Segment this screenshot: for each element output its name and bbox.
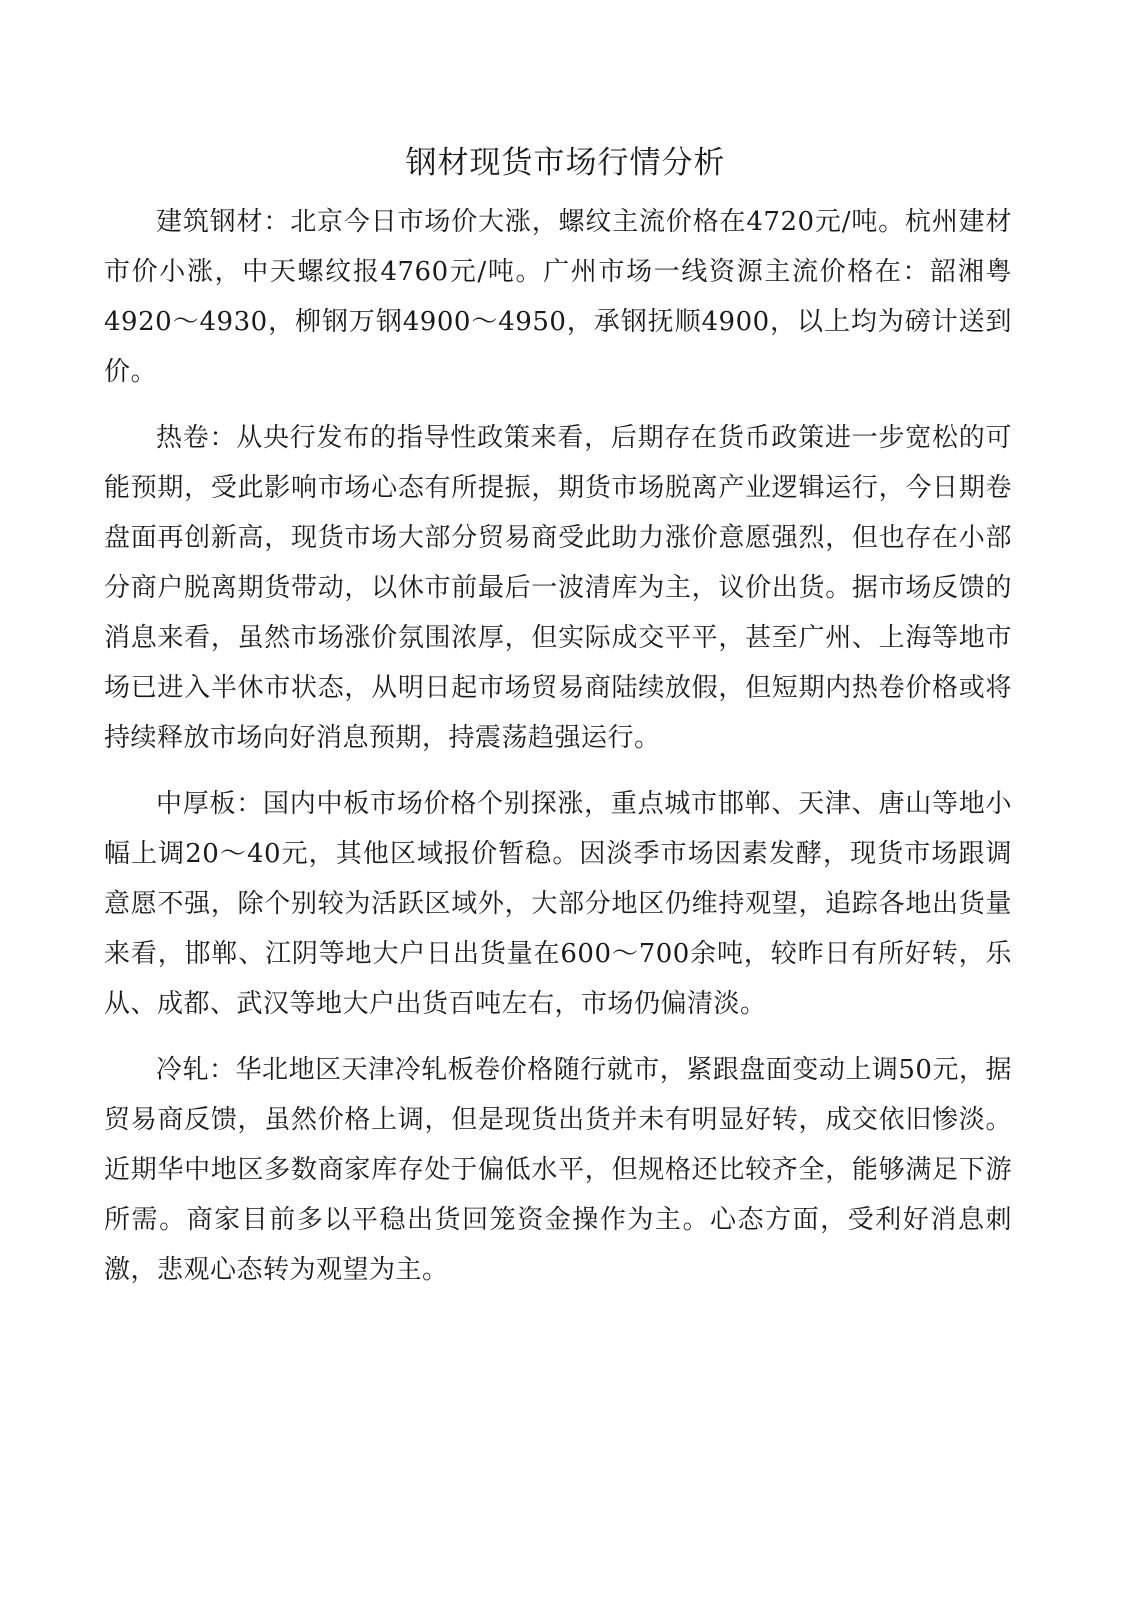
paragraph-text: 从央行发布的指导性政策来看，后期存在货币政策进一步宽松的可能预期，受此影响市场心态有所提振，期货市场脱离产业逻辑运行，今日期卷盘面再创新高，现货市场大部分贸易商受此助力涨价意愿强烈，但也存在小部分商户脱离期货带动，以休市前最后一波清库为主，议价出货。据市场反馈的消息来看，虽然市场涨价氛围浓厚，但实际成交平平，甚至广州、上海等地市场已进入半休市状态，从明日起市场贸易商陆续放假，但短期内热卷价格或将持续释放市场向好消息预期，持震荡趋强运行。 [104,423,1012,753]
paragraph-cold-rolled [104,1045,1012,1295]
paragraph-lead: 冷轧： [156,1055,236,1085]
paragraph-text: 北京今日市场价大涨，螺纹主流价格在4720元/吨。杭州建材市价小涨，中天螺纹报4760元/吨。广州市场一线资源主流价格在：韶湘粤4920～4930，柳钢万钢4900～4950，承钢抚顺4900，以上均为磅计送到价。 [104,207,1012,387]
paragraph-lead: 热卷： [156,423,237,453]
page-title: 钢材现货市场行情分析 [405,145,726,181]
paragraph-text: 华北地区天津冷轧板卷价格随行就市，紧跟盘面变动上调50元，据贸易商反馈，虽然价格上调，但是现货出货并未有明显好转，成交依旧惨淡。近期华中地区多数商家库存处于偏低水平，但规格还比较齐全，能够满足下游所需。商家目前多以平稳出货回笼资金操作为主。心态方面，受利好消息刺激，悲观心态转为观望为主。 [104,1055,1012,1285]
paragraph-lead: 建筑钢材： [156,207,291,237]
paragraph-construction-steel [104,197,1012,397]
paragraph-text: 国内中板市场价格个别探涨，重点城市邯郸、天津、唐山等地小幅上调20～40元，其他区域报价暂稳。因淡季市场因素发酵，现货市场跟调意愿不强，除个别较为活跃区域外，大部分地区仍维持观望，追踪各地出货量来看，邯郸、江阴等地大户日出货量在600～700余吨，较昨日有所好转，乐从、成都、武汉等地大户出货百吨左右，市场仍偏清淡。 [104,789,1012,1019]
paragraph-medium-plate [104,779,1012,1029]
paragraph-lead: 中厚板： [156,789,264,819]
document-body [104,197,1012,1311]
paragraph-hot-rolled-coil [104,413,1012,763]
